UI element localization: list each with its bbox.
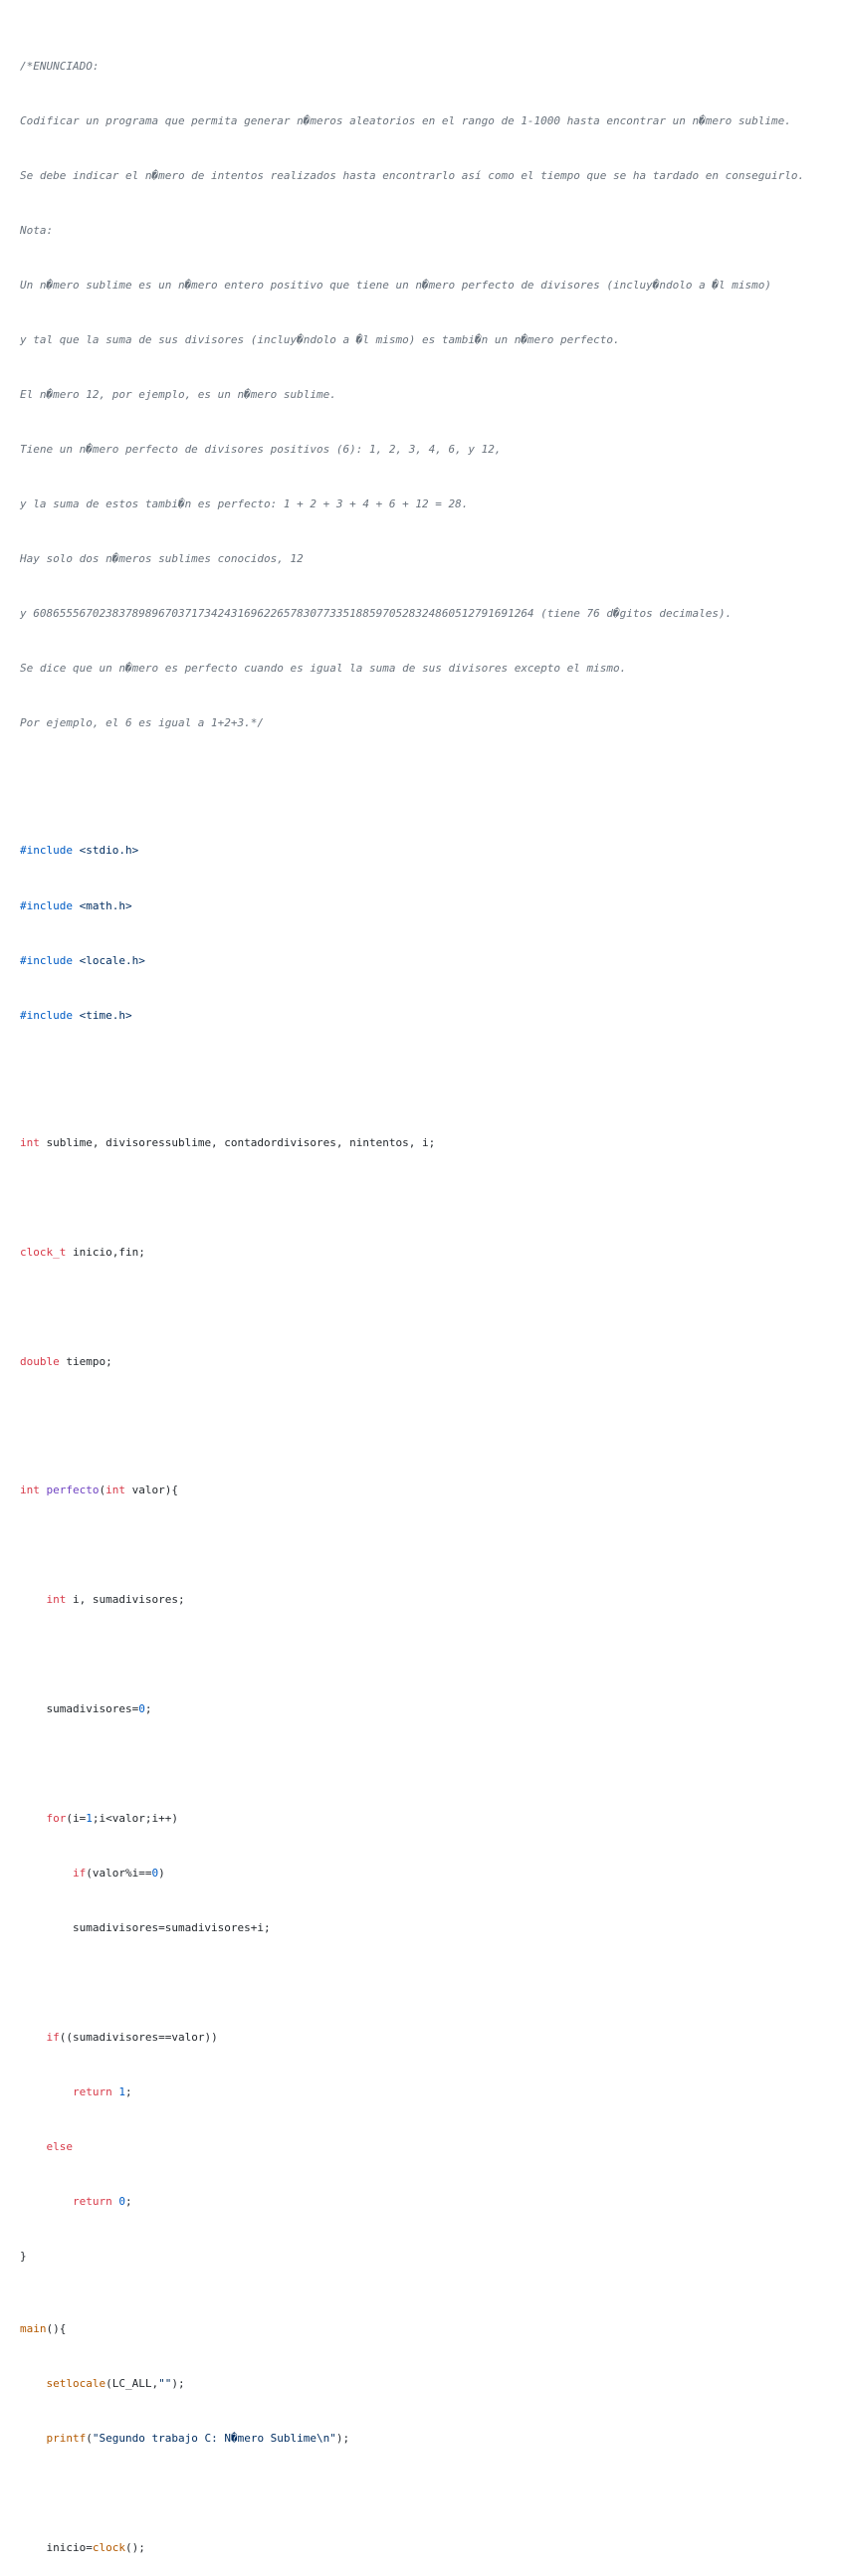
preprocessor-directive: #include <box>20 953 73 967</box>
blank-line <box>20 769 844 787</box>
number-literal: 0 <box>151 1866 159 1880</box>
number-literal: 1 <box>118 2084 125 2098</box>
number-literal: 0 <box>118 2194 125 2208</box>
preprocessor-directive: #include <box>20 1008 73 1022</box>
for-statement <box>20 1810 844 1828</box>
comment-line: y la suma de estos tambi�n es perfecto: 1 + 2 + 3 + 4 + 6 + 12 = 28. <box>20 496 469 510</box>
control-keyword: if <box>72 1866 87 1880</box>
code-text: ( <box>86 2432 93 2446</box>
function-call: clock <box>92 2541 125 2555</box>
blank-line <box>20 1646 844 1664</box>
code-text: ((sumadivisores==valor)) <box>59 2030 218 2044</box>
code-text: (); <box>124 2541 145 2555</box>
code-text: (i= <box>66 1811 87 1825</box>
blank-line <box>20 1536 844 1554</box>
local-declaration <box>20 1591 844 1609</box>
comment-line: Se dice que un n�mero es perfecto cuando es igual la suma de sus divisores excepto el mismo. <box>20 662 627 676</box>
declaration-vars: i, sumadivisores; <box>66 1592 185 1606</box>
comment-line: Codificar un programa que permita generar n�meros aleatorios en el rango de 1-1000 hasta encontrar un n�mero sublime. <box>20 113 791 127</box>
blank-line <box>20 1755 844 1773</box>
include-line <box>20 952 844 970</box>
number-literal: 0 <box>138 1701 145 1715</box>
declaration-vars: tiempo; <box>59 1355 112 1369</box>
main-signature <box>20 2320 844 2338</box>
blank-line <box>20 1189 844 1207</box>
include-header: <math.h> <box>79 898 132 912</box>
preprocessor-directive: #include <box>20 898 73 912</box>
string-literal: "Segundo trabajo C: N�mero Sublime\n" <box>92 2432 336 2446</box>
printf-call <box>20 2430 844 2448</box>
include-header: <stdio.h> <box>79 844 139 858</box>
comment-line: /*ENUNCIADO: <box>20 59 100 73</box>
return-statement <box>20 2083 844 2101</box>
number-literal: 1 <box>86 1811 93 1825</box>
init-statement <box>20 1700 844 1718</box>
string-literal: "" <box>158 2377 172 2391</box>
type-keyword: int <box>46 1592 67 1606</box>
type-keyword: int <box>20 1483 40 1496</box>
comment-line: y tal que la suma de sus divisores (incluy�ndolo a �l mismo) es tambi�n un n�mero perfecto. <box>20 332 620 346</box>
code-text: ; <box>144 1701 152 1715</box>
comment-line: Tiene un n�mero perfecto de divisores positivos (6): 1, 2, 3, 4, 6, y 12, <box>20 442 502 456</box>
code-text: inicio= <box>46 2541 93 2555</box>
blank-line <box>20 1408 844 1426</box>
setlocale-call <box>20 2375 844 2393</box>
code-text: ;i<valor;i++) <box>92 1811 178 1825</box>
type-keyword: clock_t <box>20 1246 67 1260</box>
clock-assignment <box>20 2539 844 2557</box>
code-listing <box>20 21 844 2576</box>
blank-line <box>20 2484 844 2502</box>
function-name: perfecto <box>46 1483 100 1496</box>
function-call: setlocale <box>46 2377 106 2391</box>
double-declaration <box>20 1353 844 1371</box>
control-keyword: else <box>46 2139 73 2153</box>
declaration-vars: sublime, divisoressublime, contadordivisores, nintentos, i; <box>39 1135 436 1149</box>
int-declaration <box>20 1134 844 1152</box>
comment-line: Hay solo dos n�meros sublimes conocidos, 12 <box>20 551 304 565</box>
control-keyword: if <box>46 2030 60 2044</box>
closing-brace <box>20 2248 844 2266</box>
code-text: ; <box>124 2194 132 2208</box>
declaration-vars: inicio,fin; <box>66 1246 145 1260</box>
code-text: (valor%i== <box>86 1866 152 1880</box>
blank-line <box>20 1298 844 1316</box>
sum-statement <box>20 1919 844 1937</box>
include-line <box>20 842 844 860</box>
control-keyword: return <box>72 2084 112 2098</box>
type-keyword: double <box>20 1355 60 1369</box>
punct: ( <box>99 1483 106 1496</box>
blank-line <box>20 1062 844 1080</box>
function-name: main <box>20 2322 47 2336</box>
comment-line: Nota: <box>20 223 54 237</box>
control-keyword: return <box>72 2194 112 2208</box>
code-text: sumadivisores= <box>46 1701 139 1715</box>
function-call: printf <box>46 2432 87 2446</box>
control-keyword: for <box>46 1811 67 1825</box>
comment-line: El n�mero 12, por ejemplo, es un n�mero sublime. <box>20 387 336 401</box>
clock-declaration <box>20 1244 844 1262</box>
code-text: (){ <box>46 2322 67 2336</box>
type-keyword: int <box>106 1483 125 1496</box>
type-keyword: int <box>20 1135 40 1149</box>
comment-line: Por ejemplo, el 6 es igual a 1+2+3.*/ <box>20 716 265 730</box>
else-statement <box>20 2138 844 2156</box>
code-text: (LC_ALL, <box>106 2377 159 2391</box>
return-statement <box>20 2193 844 2211</box>
include-line <box>20 897 844 915</box>
function-signature <box>20 1482 844 1499</box>
comment-line: Se debe indicar el n�mero de intentos realizados hasta encontrarlo así como el tiempo que se ha tardado en conseguirlo. <box>20 168 805 182</box>
include-header: <time.h> <box>79 1008 132 1022</box>
include-line <box>20 1007 844 1025</box>
code-text: ); <box>171 2377 185 2391</box>
preprocessor-directive: #include <box>20 844 73 858</box>
code-text: ); <box>335 2432 350 2446</box>
comment-line: Un n�mero sublime es un n�mero entero positivo que tiene un n�mero perfecto de divisores (incluy�ndolo a �l mismo) <box>20 278 771 292</box>
code-text: ) <box>158 1866 165 1880</box>
comment-line: y 6086555670238378989670371734243169622657830773351885970528324860512791691264 (tiene 76 d�gitos decimales). <box>20 607 733 620</box>
code-text: ; <box>124 2084 132 2098</box>
if-statement <box>20 2029 844 2047</box>
include-header: <locale.h> <box>79 953 145 967</box>
code-text: sumadivisores=sumadivisores+i; <box>72 1920 271 1934</box>
code-text: } <box>20 2249 27 2263</box>
blank-line <box>20 1974 844 1992</box>
if-statement <box>20 1865 844 1882</box>
params: valor){ <box>124 1483 178 1496</box>
